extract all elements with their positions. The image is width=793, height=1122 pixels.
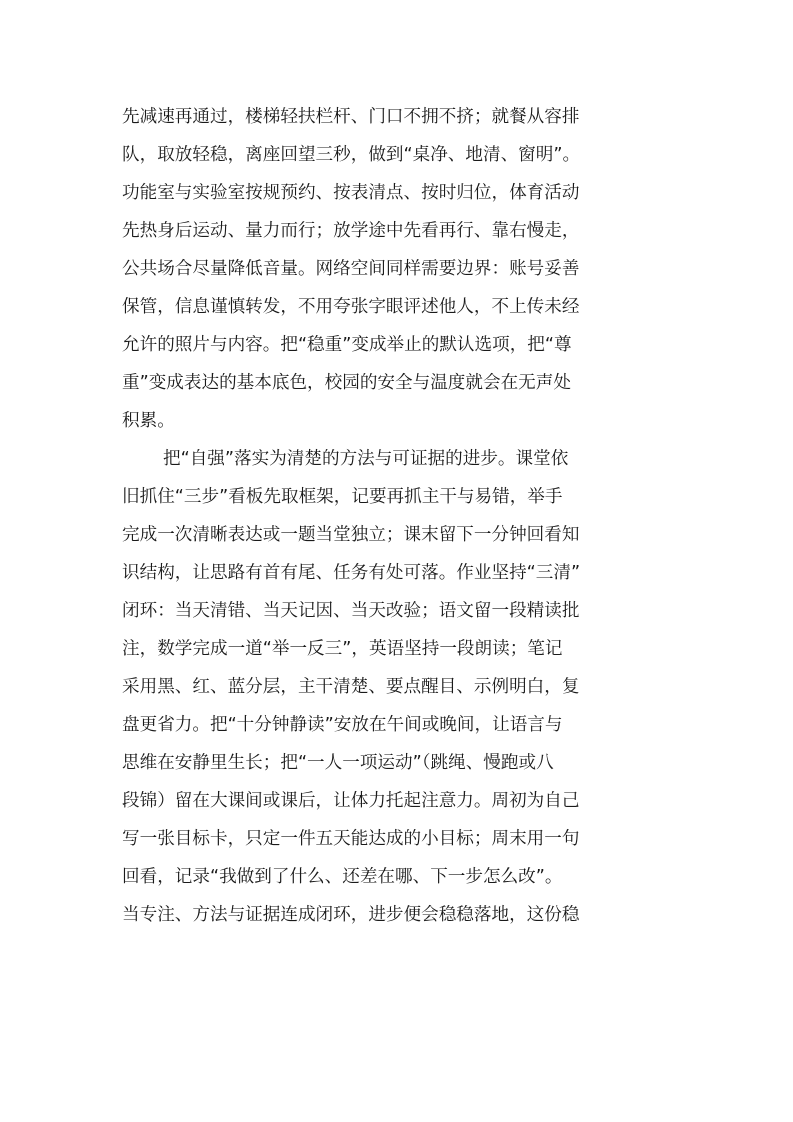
- text-line: 功能室与实验室按规预约、按表清点、按时归位，体育活动: [122, 183, 580, 203]
- text-line: 允许的照片与内容。把“稳重”变成举止的默认选项，把“尊: [122, 335, 572, 355]
- text-line: 公共场合尽量降低音量。网络空间同样需要边界：账号妥善: [122, 259, 580, 279]
- text-line: 段锦）留在大课间或课后，让体力托起注意力。周初为自己: [122, 791, 580, 811]
- text-line: 把“自强”落实为清楚的方法与可证据的进步。课堂依: [163, 449, 569, 469]
- text-line: 完成一次清晰表达或一题当堂独立；课末留下一分钟回看知: [122, 525, 580, 545]
- paragraph-1: [122, 98, 682, 440]
- text-line: 积累。: [122, 411, 175, 431]
- text-line: 先减速再通过，楼梯轻扶栏杆、门口不拥不挤；就餐从容排: [122, 107, 580, 127]
- text-line: 注，数学完成一道“举一反三”，英语坚持一段朗读；笔记: [122, 639, 563, 659]
- text-line: 重”变成表达的基本底色，校园的安全与温度就会在无声处: [122, 373, 571, 393]
- paragraph-2: [122, 440, 682, 934]
- text-line: 盘更省力。把“十分钟静读”安放在午间或晚间，让语言与: [122, 715, 563, 735]
- text-line: 思维在安静里生长；把“一人一项运动”（跳绳、慢跑或八: [122, 753, 554, 773]
- text-line: 写一张目标卡，只定一件五天能达成的小目标；周末用一句: [122, 829, 580, 849]
- text-line: 旧抓住“三步”看板先取框架，记要再抓主干与易错，举手: [122, 487, 563, 507]
- text-line: 闭环：当天清错、当天记因、当天改验；语文留一段精读批: [122, 601, 580, 621]
- body-text: [122, 98, 682, 934]
- text-line: 回看，记录“我做到了什么、还差在哪、下一步怎么改”。: [122, 867, 563, 887]
- text-line: 采用黑、红、蓝分层，主干清楚、要点醒目、示例明白，复: [122, 677, 580, 697]
- text-line: 保管，信息谨慎转发，不用夸张字眼评述他人，不上传未经: [122, 297, 580, 317]
- text-line: 先热身后运动、量力而行；放学途中先看再行、靠右慢走，: [122, 221, 580, 241]
- text-line: 识结构，让思路有首有尾、任务有处可落。作业坚持“三清”: [122, 563, 581, 583]
- text-line: 当专注、方法与证据连成闭环，进步便会稳稳落地，这份稳: [122, 905, 580, 925]
- text-line: 队，取放轻稳，离座回望三秒，做到“桌净、地清、窗明”。: [122, 145, 581, 165]
